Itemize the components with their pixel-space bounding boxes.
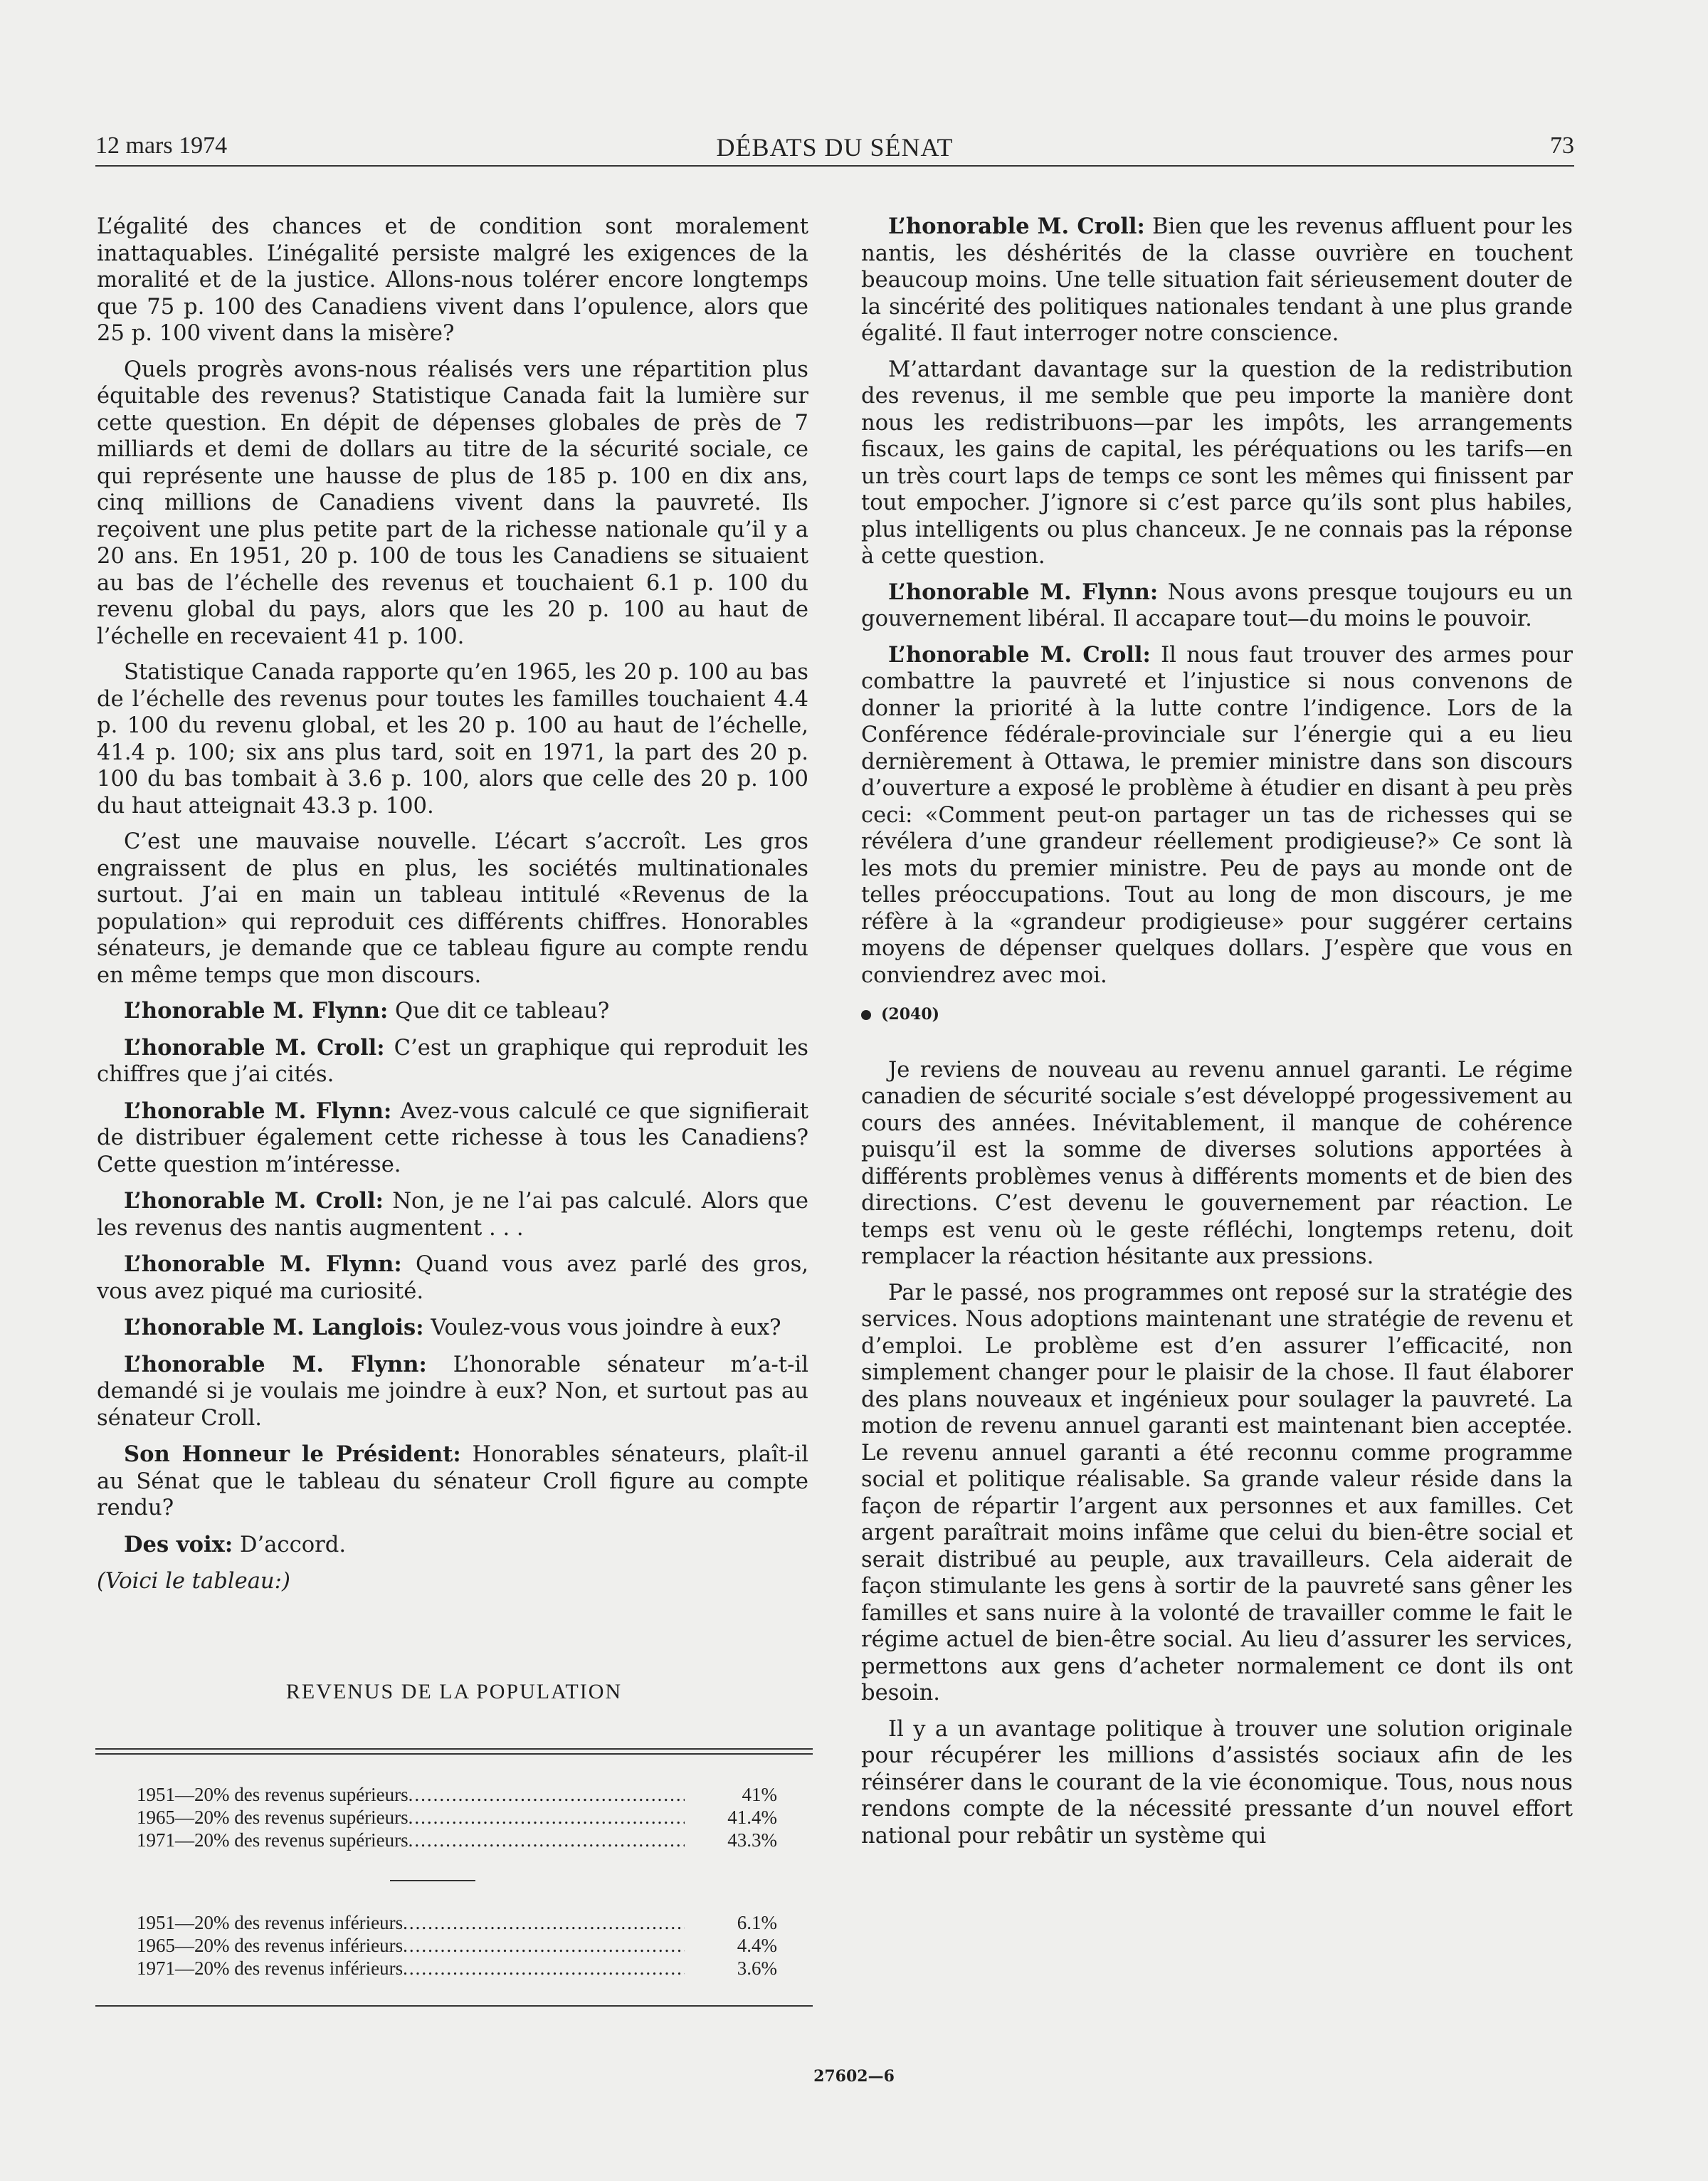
row-value: 43.3% — [727, 1829, 777, 1851]
paragraph-text: Honorables sénateurs, plaît-il au Sénat que le tableau du sénateur Croll figure au compte rendu? — [97, 1442, 808, 1520]
table-row — [137, 1957, 777, 1980]
table-bottom-rule — [95, 2005, 813, 2007]
paragraph-text: Bien que les revenus affluent pour les nantis, les déshérités de la classe ouvrière en touchent beaucoup moins. Une telle situation fait sérieusement douter de la sincérité des politiques nationales tendant à une plus grande égalité. Il faut interroger notre conscience. — [861, 214, 1573, 346]
paragraph — [861, 214, 1573, 347]
paragraph-text: D’accord. — [233, 1532, 347, 1557]
table-row — [137, 1911, 777, 1934]
speaker: Des voix: — [124, 1531, 233, 1557]
paragraph-text: M’attardant davantage sur la question de la redistribution des revenus, il me semble que peu importe la manière dont nous les redistribuons—par les impôts, les arrangements fiscaux, les gains de capital, les péréquations ou les tarifs—en un très court laps de temps ce sont les mêmes qui finissent par tout empocher. J’ignore si c’est parce qu’ils sont plus habiles, plus intelligents ou plus chanceux. Je ne connais pas la réponse à cette question. — [861, 357, 1573, 569]
speaker: L’honorable M. Flynn: — [124, 1251, 402, 1277]
paragraph-text: Quand vous avez parlé des gros, vous avez piqué ma curiosité. — [97, 1252, 808, 1304]
paragraph-text: Nous avons presque toujours eu un gouvernement libéral. Il accapare tout—du moins le pouvoir. — [861, 579, 1573, 631]
right-column — [861, 214, 1573, 1859]
speaker: L’honorable M. Croll: — [124, 1188, 384, 1214]
paragraph-text: Non, je ne l’ai pas calculé. Alors que les revenus des nantis augmentent . . . — [97, 1189, 808, 1241]
bullet-icon — [861, 1010, 871, 1020]
page-footer: 27602—6 — [813, 2067, 895, 2086]
paragraph — [97, 357, 808, 651]
paragraph-text: Que dit ce tableau? — [388, 999, 610, 1024]
speaker: L’honorable M. Croll: — [888, 214, 1145, 239]
speaker: L’honorable M. Flynn: — [888, 579, 1159, 605]
paragraph-text: C’est une mauvaise nouvelle. L’écart s’accroît. Les gros engraissent de plus en plus, les sociétés multinationales surtout. J’ai en main un tableau intitulé «Revenus de la population» qui reproduit ces différents chiffres. Honorables sénateurs, je demande que ce tableau figure au compte rendu en même temps que mon discours. — [97, 829, 808, 988]
row-value: 41% — [742, 1784, 777, 1805]
time-marker — [861, 1002, 1573, 1029]
header-date: 12 mars 1974 — [95, 132, 228, 159]
paragraph — [861, 1716, 1573, 1850]
row-label: 1965—20% des revenus supérieurs ..... — [137, 1806, 685, 1829]
speaker: Son Honneur le Président: — [124, 1441, 461, 1467]
income-table — [95, 1680, 813, 2007]
header-rule — [95, 165, 1574, 167]
time-marker-label: (2040) — [881, 1005, 940, 1024]
paragraph — [97, 214, 808, 347]
row-value: 3.6% — [737, 1957, 777, 1979]
paragraph — [97, 829, 808, 989]
paragraph-text: Voulez-vous vous joindre à eux? — [423, 1315, 781, 1340]
table-separator — [390, 1880, 475, 1881]
paragraph — [861, 579, 1573, 633]
paragraph — [861, 1280, 1573, 1707]
table-row — [137, 1783, 777, 1806]
table-lower-rows — [137, 1911, 777, 1980]
paragraph-text: L’égalité des chances et de condition sont moralement inattaquables. L’inégalité persiste malgré les exigences de la moralité et de la justice. Allons-nous tolérer encore longtemps que 75 p. 100 des Canadiens vivent dans l’opulence, alors que 25 p. 100 vivent dans la misère? — [97, 214, 808, 346]
row-label: 1965—20% des revenus inférieurs ..... — [137, 1934, 685, 1957]
paragraph — [97, 1441, 808, 1522]
table-upper-rows — [137, 1783, 777, 1851]
table-note: (Voici le tableau:) — [97, 1569, 290, 1594]
paragraph — [97, 1532, 808, 1559]
speaker: L’honorable M. Flynn: — [124, 998, 389, 1024]
paragraph — [97, 1035, 808, 1088]
table-row — [137, 1934, 777, 1957]
speaker: L’honorable M. Croll: — [888, 641, 1151, 668]
paragraph-text: Avez-vous calculé ce que signifierait de distribuer également cette richesse à tous les Canadiens? Cette question m’intéresse. — [97, 1098, 808, 1177]
left-column — [97, 214, 808, 1604]
paragraph — [97, 1315, 808, 1342]
speaker: L’honorable M. Croll: — [124, 1034, 385, 1061]
paragraph — [861, 1057, 1573, 1271]
row-label: 1951—20% des revenus supérieurs ..... — [137, 1783, 685, 1806]
paragraph — [861, 357, 1573, 570]
speaker: L’honorable M. Flynn: — [124, 1098, 392, 1124]
paragraph — [861, 642, 1573, 989]
paragraph-text: Statistique Canada rapporte qu’en 1965, les 20 p. 100 au bas de l’échelle des revenus pour toutes les familles touchaient 4.4 p. 100 du revenu global, et les 20 p. 100 au haut de l’échelle, 41.4 p. 100; six ans plus tard, soit en 1971, la part des 20 p. 100 du bas tombait à 3.6 p. 100, alors que celle des 20 p. 100 du haut atteignait 43.3 p. 100. — [97, 660, 808, 819]
table-top-rule — [95, 1748, 813, 1755]
row-label: 1971—20% des revenus inférieurs ..... — [137, 1957, 685, 1980]
paragraph-text: Quels progrès avons-nous réalisés vers une répartition plus équitable des revenus? Statistique Canada fait la lumière sur cette question. En dépit de dépenses globales de près de 7 milliards et demi de dollars au titre de la sécurité sociale, ce qui représente une hausse de plus de 185 p. 100 en dix ans, cinq millions de Canadiens vivent dans la pauvreté. Ils reçoivent une plus petite part de la richesse nationale qu’il y a 20 ans. En 1951, 20 p. 100 de tous les Canadiens se situaient au bas de l’échelle des revenus et touchaient 6.1 p. 100 du revenu global du pays, alors que les 20 p. 100 au haut de l’échelle en recevaient 41 p. 100. — [97, 357, 808, 649]
row-label: 1951—20% des revenus inférieurs ..... — [137, 1911, 685, 1934]
paragraph — [97, 659, 808, 819]
speaker: L’honorable M. Flynn: — [124, 1351, 427, 1377]
table-row — [137, 1806, 777, 1829]
table-title: REVENUS DE LA POPULATION — [285, 1680, 623, 1703]
table-row — [137, 1829, 777, 1851]
row-value: 6.1% — [737, 1912, 777, 1933]
paragraph-text: Je reviens de nouveau au revenu annuel garanti. Le régime canadien de sécurité sociale s’est développé progessivement au cours des années. Inévitablement, il manque de cohérence puisqu’il est la somme de diverses solutions apportées à différents problèmes venus à différents moments et de bien des directions. C’est devenu le gouvernement par réaction. Le temps est venu où le geste réfléchi, longtemps retenu, doit remplacer la réaction hésitante aux pressions. — [861, 1057, 1573, 1269]
paragraph — [97, 998, 808, 1025]
paragraph — [97, 1098, 808, 1179]
speaker: L’honorable M. Langlois: — [124, 1315, 424, 1340]
row-label: 1971—20% des revenus supérieurs ..... — [137, 1829, 685, 1851]
paragraph — [97, 1251, 808, 1305]
paragraph-text: Il nous faut trouver des armes pour combattre la pauvreté et l’injustice si nous convenons de donner la priorité à la lutte contre l’indigence. Lors de la Conférence fédérale-provinciale sur l’énergie qui a eu lieu dernièrement à Ottawa, le premier ministre dans son discours d’ouverture a exposé le problème à étudier en disant à peu près ceci: «Comment peut-on partager un tas de richesses qui se révélera d’une grandeur réellement prodigieuse?» Ce sont là les mots du premier ministre. Peu de pays au monde ont de telles préoccupations. Tout au long de mon discours, je me réfère à la «grandeur prodigieuse» pour suggérer certains moyens de dépenser quelques dollars. J’espère que vous en conviendrez avec moi. — [861, 642, 1573, 988]
page-header — [95, 130, 1574, 165]
paragraph — [97, 1188, 808, 1241]
page-number: 73 — [1550, 132, 1574, 159]
paragraph-text: Il y a un avantage politique à trouver une solution originale pour récupérer les millions d’assistés sociaux afin de les réinsérer dans le courant de la vie économique. Tous, nous nous rendons compte de la nécessité pressante d’un nouvel effort national pour rebâtir un système qui — [861, 1716, 1573, 1849]
paragraph-text: C’est un graphique qui reproduit les chiffres que j’ai cités. — [97, 1035, 808, 1087]
row-value: 4.4% — [737, 1935, 777, 1956]
paragraph — [97, 1352, 808, 1432]
paragraph-text: L’honorable sénateur m’a-t-il demandé si je voulais me joindre à eux? Non, et surtout pas au sénateur Croll. — [97, 1352, 809, 1431]
header-title: DÉBATS DU SÉNAT — [716, 133, 954, 162]
row-value: 41.4% — [727, 1807, 777, 1828]
paragraph-text: Par le passé, nos programmes ont reposé sur la stratégie des services. Nous adoptions maintenant une stratégie de revenu et d’emploi. Le problème est d’en assurer l’efficacité, non simplement changer pour le plaisir de la chose. Il faut élaborer des plans nouveaux et ingénieux pour soulager la pauvreté. La motion de revenu annuel garanti est maintenant bien acceptée. Le revenu annuel garanti a été reconnu comme programme social et politique réalisable. Sa grande valeur réside dans la façon de répartir l’argent aux personnes et aux familles. Cet argent paraîtrait moins infâme que celui du bien-être social et serait distribué au peuple, aux travailleurs. Cela aiderait de façon stimulante les gens à sortir de la pauvreté sans gêner les familles et sans nuire à la volonté de travailler comme le fait le régime actuel de bien-être social. Au lieu d’assurer les services, permettons aux gens d’acheter normalement ce dont ils ont besoin. — [861, 1280, 1573, 1706]
